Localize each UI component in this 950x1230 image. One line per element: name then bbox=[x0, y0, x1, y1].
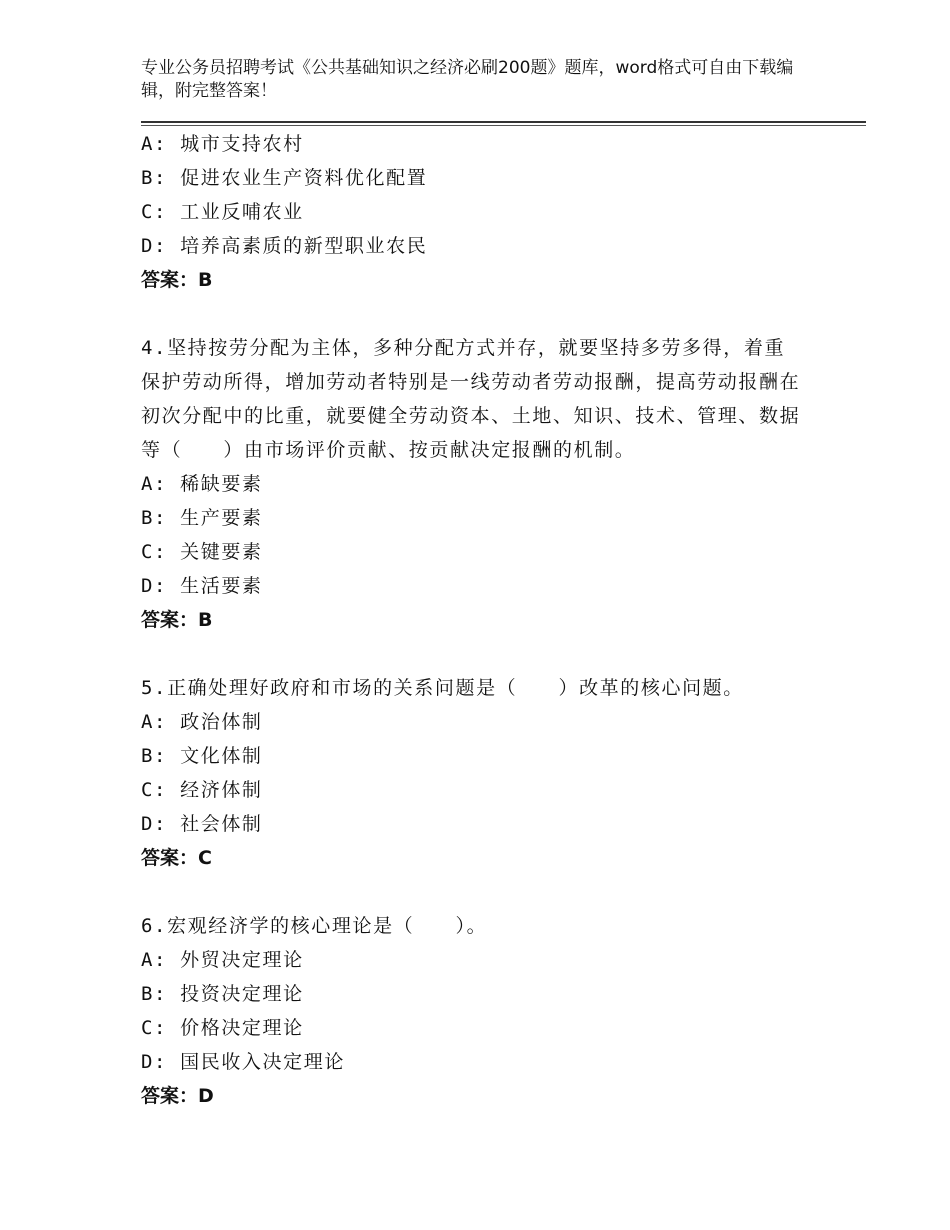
option-a: A: 稀缺要素 bbox=[141, 473, 263, 495]
option-c: C: 关键要素 bbox=[141, 541, 263, 563]
answer: 答案：C bbox=[141, 847, 212, 869]
question-text: 6.宏观经济学的核心理论是（ ）。 bbox=[141, 915, 488, 937]
option-a: A: 城市支持农村 bbox=[141, 133, 304, 155]
header-divider-thin bbox=[141, 125, 866, 126]
option-b: B: 文化体制 bbox=[141, 745, 263, 767]
question-3-tail bbox=[141, 127, 801, 297]
option-a: A: 政治体制 bbox=[141, 711, 263, 733]
option-b: B: 生产要素 bbox=[141, 507, 263, 529]
question-list bbox=[141, 127, 801, 1113]
header-divider-thick bbox=[141, 121, 866, 123]
option-d: D: 生活要素 bbox=[141, 575, 263, 597]
answer: 答案：B bbox=[141, 269, 213, 291]
question-4 bbox=[141, 331, 801, 637]
option-c: C: 工业反哺农业 bbox=[141, 201, 304, 223]
option-b: B: 促进农业生产资料优化配置 bbox=[141, 167, 428, 189]
question-5 bbox=[141, 671, 801, 875]
option-d: D: 国民收入决定理论 bbox=[141, 1051, 345, 1073]
question-6 bbox=[141, 909, 801, 1113]
answer: 答案：B bbox=[141, 609, 213, 631]
answer: 答案：D bbox=[141, 1085, 214, 1107]
option-c: C: 价格决定理论 bbox=[141, 1017, 304, 1039]
question-text: 5.正确处理好政府和市场的关系问题是（ ）改革的核心问题。 bbox=[141, 677, 744, 699]
option-a: A: 外贸决定理论 bbox=[141, 949, 304, 971]
document-header: 专业公务员招聘考试《公共基础知识之经济必刷200题》题库，word格式可自由下载编辑，附完整答案！ bbox=[141, 58, 794, 101]
option-c: C: 经济体制 bbox=[141, 779, 263, 801]
option-d: D: 社会体制 bbox=[141, 813, 263, 835]
question-text: 4.坚持按劳分配为主体，多种分配方式并存，就要坚持多劳多得，着重保护劳动所得，增加劳动者特别是一线劳动者劳动报酬，提高劳动报酬在初次分配中的比重，就要健全劳动资本、土地、知识、技术、管理、数据等（ ）由市场评价贡献、按贡献决定报酬的机制。 bbox=[141, 337, 801, 461]
option-d: D: 培养高素质的新型职业农民 bbox=[141, 235, 428, 257]
option-b: B: 投资决定理论 bbox=[141, 983, 304, 1005]
